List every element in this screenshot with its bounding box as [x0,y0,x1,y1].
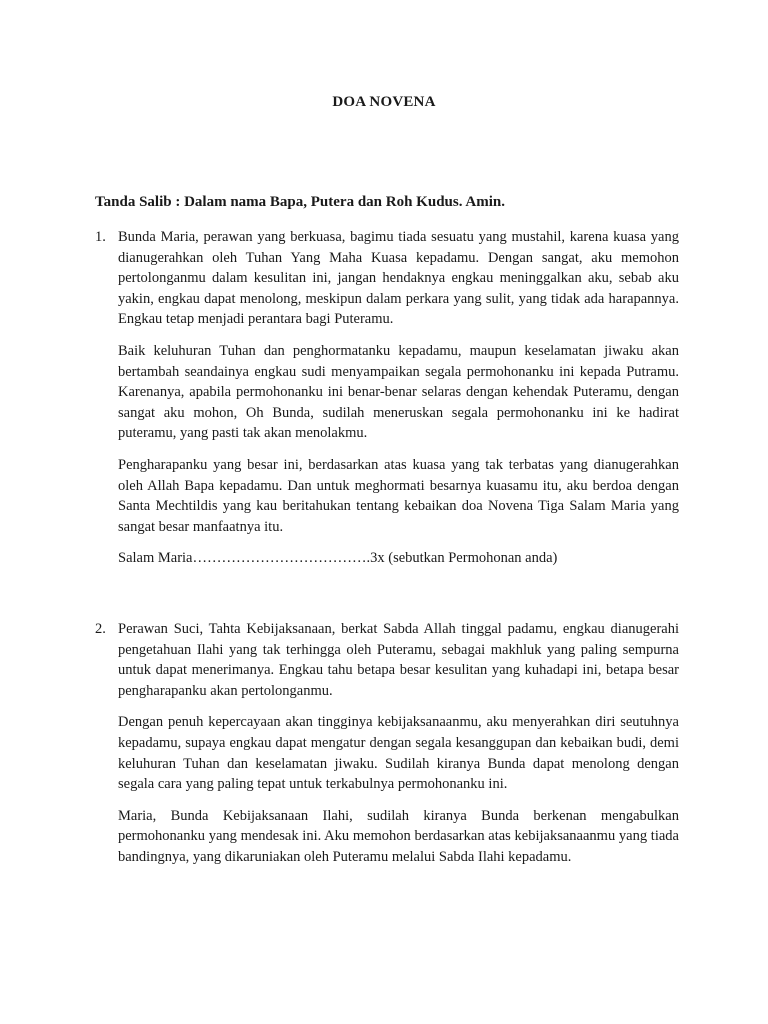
salam-maria-line: Salam Maria……………………………….3x (sebutkan Permohonan anda) [118,550,558,567]
item-body [118,227,679,569]
item-number: 1. [95,229,106,245]
paragraph: Pengharapanku yang besar ini, berdasarkan atas kuasa yang tak terbatas yang dianugerahkan oleh Allah Bapa kepadamu. Dan untuk meghormati besarnya kuasamu itu, aku berdoa dengan Santa Mechtildis yang kau beritahukan tentang kebaikan doa Novena Tiga Salam Maria yang sangat besar manfaatnya itu. [118,456,679,535]
opening-prayer: Tanda Salib : Dalam nama Bapa, Putera dan Roh Kudus. Amin. [95,194,505,210]
document-title: DOA NOVENA [332,94,436,110]
paragraph: Bunda Maria, perawan yang berkuasa, bagimu tiada sesuatu yang mustahil, karena kuasa yang dianugerahkan oleh Tuhan Yang Maha Kuasa kepadamu. Dengan sangat, aku memohon pertolonganmu dalam kesulitan ini, jangan hendaknya engkau meninggalkan aku, sebab aku yakin, engkau dapat menolong, meskipun dalam perkara yang sulit, yang tidak ada harapannya. Engkau tetap menjadi perantara bagi Puteramu. [118,229,679,328]
paragraph: Dengan penuh kepercayaan akan tingginya kebijaksanaanmu, aku menyerahkan diri seutuhnya kepadamu, supaya engkau dapat mengatur dengan segala kesanggupan dan kebaikan budi, demi keluhuran Tuhan dan keselamatan jiwaku. Sudilah kiranya Bunda dapat menolong dengan segala cara yang paling tepat untuk terkabulnya permohonanku ini. [118,714,679,793]
item-body [118,619,679,879]
paragraph: Perawan Suci, Tahta Kebijaksanaan, berkat Sabda Allah tinggal padamu, engkau dianugerahi pengetahuan Ilahi yang tak terhingga oleh Puteramu, sebagai makhluk yang paling sempurna untuk dapat menerimanya. Engkau tahu betapa besar kesulitan yang kuhadapi ini, betapa besar pengharapanku akan pertolonganmu. [118,621,679,699]
item-number: 2. [95,621,106,637]
paragraph: Maria, Bunda Kebijaksanaan Ilahi, sudilah kiranya Bunda berkenan mengabulkan permohonanku yang mendesak ini. Aku memohon berdasarkan atas kebijaksanaanmu yang tiada bandingnya, yang dikaruniakan oleh Puteramu melalui Sabda Ilahi kepadamu. [118,807,679,865]
paragraph: Baik keluhuran Tuhan dan penghormatanku kepadamu, maupun keselamatan jiwaku akan bertambah seandainya engkau sudi menyampaikan segala permohonanku ini kepada Putramu. Karenanya, apabila permohonanku ini benar-benar selaras dengan kehendak Puteramu, dengan sangat aku mohon, Oh Bunda, sudilah meneruskan segala permohonanku ini ke hadirat puteramu, yang pasti tak akan menolakmu. [118,342,679,442]
